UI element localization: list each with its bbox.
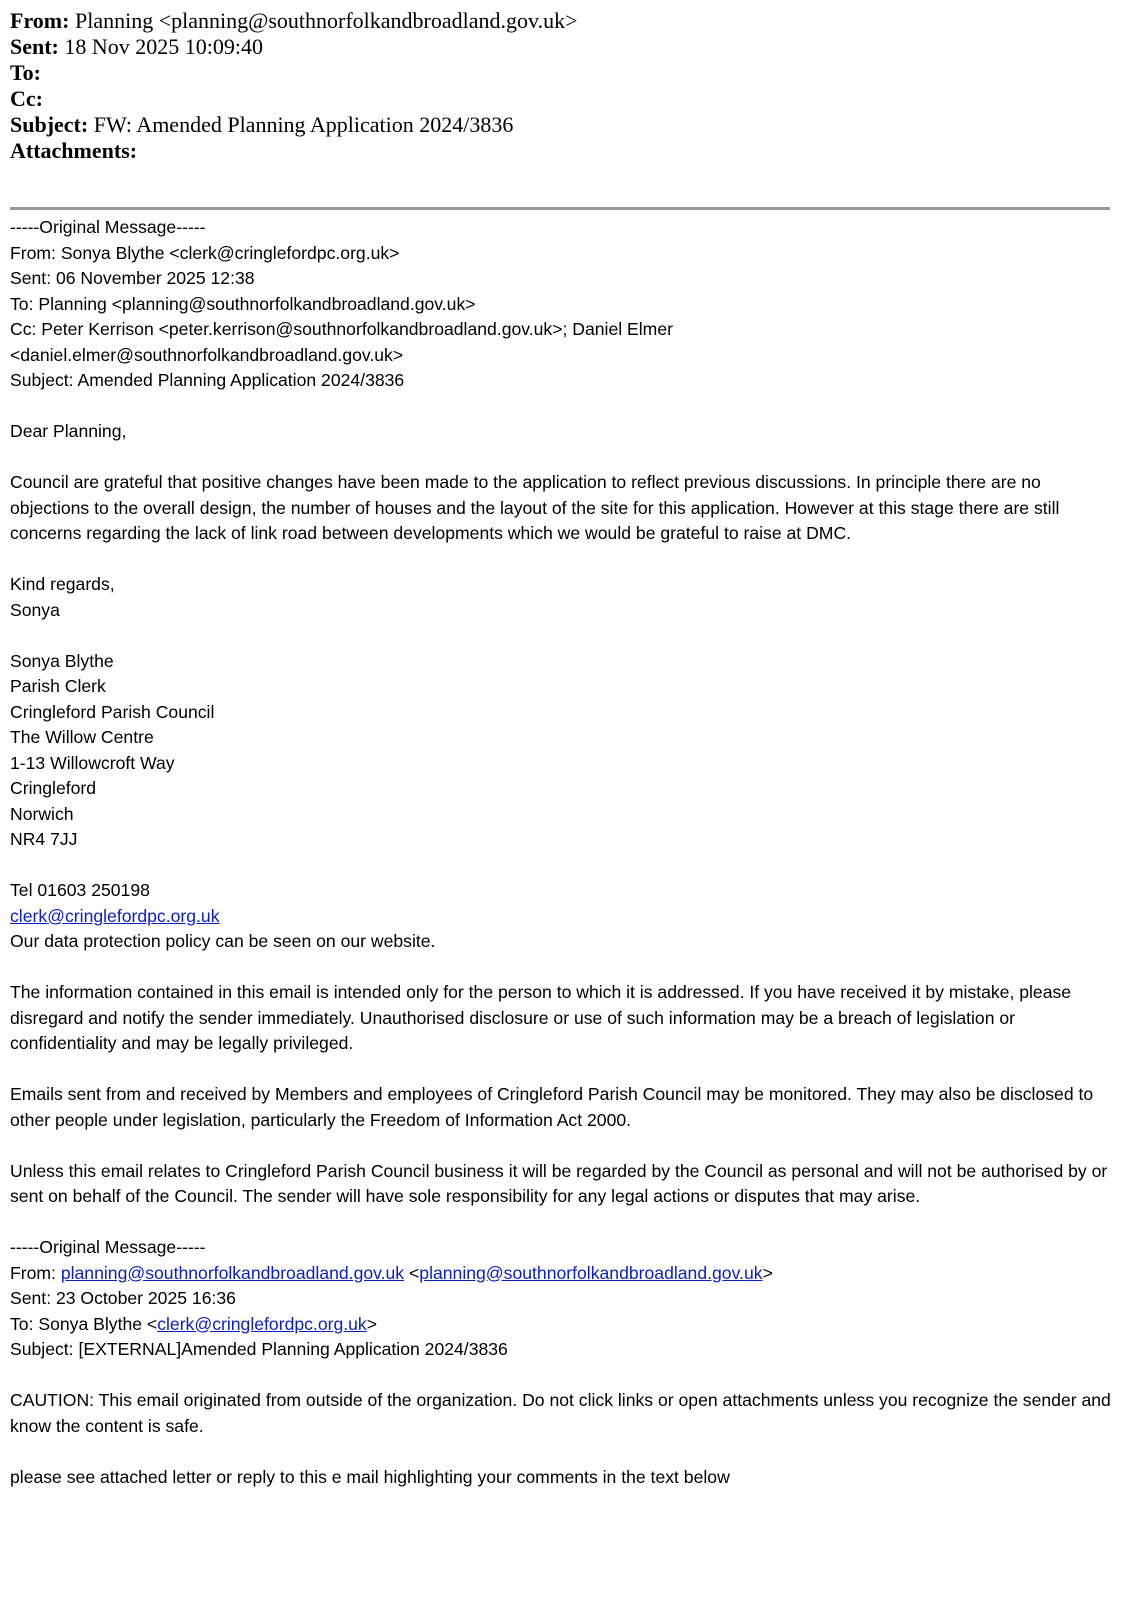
- header-subject-label: Subject:: [10, 112, 89, 137]
- message1-cc-line1: Cc: Peter Kerrison <peter.kerrison@southnorfolkandbroadland.gov.uk>; Daniel Elmer: [10, 319, 673, 339]
- header-attachments: [10, 138, 1110, 164]
- message2-to-link[interactable]: clerk@cringlefordpc.org.uk: [157, 1313, 367, 1334]
- disclaimer-paragraph: Unless this email relates to Cringleford Parish Council business it will be regarded by the Council as personal and will not be authorised by or sent on behalf of the Council. The sender will have sole responsibility for any legal actions or disputes that may arise.: [10, 1160, 1108, 1206]
- spacer: [10, 1057, 1115, 1083]
- spacer: [10, 445, 1115, 471]
- original-message-divider: -----Original Message-----: [10, 217, 206, 237]
- caution-notice: CAUTION: This email originated from outside of the organization. Do not click links or open attachments unless you recognize the sender and know the content is safe.: [10, 1390, 1111, 1436]
- header-sent: [10, 34, 1110, 60]
- signature-line: Cringleford: [10, 778, 97, 798]
- spacer: [10, 955, 1115, 981]
- message2-from-close-bracket: >: [762, 1262, 773, 1283]
- spacer: [10, 1363, 1115, 1389]
- message2-from-link-bracketed[interactable]: planning@southnorfolkandbroadland.gov.uk: [419, 1262, 763, 1283]
- message1-signoff-name: Sonya: [10, 599, 60, 620]
- header-sent-label: Sent:: [10, 34, 59, 59]
- message1-signoff: Kind regards,: [10, 574, 115, 594]
- message2-from-prefix: From:: [10, 1262, 61, 1283]
- signature-line: NR4 7JJ: [10, 829, 78, 849]
- message1-body-paragraph: Council are grateful that positive changes have been made to the application to reflect previous discussions. In principle there are no objections to the overall design, the number of houses and the layout of the site for this application. However at this stage there are still concerns regarding the lack of link road between developments which we would be grateful to raise at DMC.: [10, 472, 1060, 543]
- message2-to: [10, 1312, 1115, 1338]
- email-body: [10, 215, 1115, 1490]
- email-header: [10, 8, 1110, 164]
- message1-subject: Subject: Amended Planning Application 2024/3836: [10, 370, 405, 390]
- spacer: [10, 623, 1115, 649]
- header-cc-label: Cc:: [10, 86, 43, 111]
- signature-email-link[interactable]: clerk@cringlefordpc.org.uk: [10, 905, 220, 926]
- header-from-value: Planning <planning@southnorfolkandbroadland.gov.uk>: [74, 8, 578, 33]
- message2-request: please see attached letter or reply to this e mail highlighting your comments in the text below: [10, 1466, 730, 1487]
- header-cc: [10, 86, 1110, 112]
- message1-cc-line2: <daniel.elmer@southnorfolkandbroadland.gov.uk>: [10, 344, 404, 365]
- spacer: [10, 394, 1115, 420]
- message1-greeting: Dear Planning,: [10, 421, 127, 441]
- signature-line: Norwich: [10, 803, 74, 824]
- header-from: [10, 8, 1110, 34]
- spacer: [10, 853, 1115, 879]
- header-to-label: To:: [10, 60, 41, 85]
- message1-from: From: Sonya Blythe <clerk@cringlefordpc.org.uk>: [10, 242, 400, 263]
- message2-from-open-bracket: <: [404, 1262, 420, 1283]
- signature-line: Sonya Blythe: [10, 650, 114, 671]
- header-attachments-label: Attachments:: [10, 138, 138, 163]
- disclaimer-paragraph: Emails sent from and received by Members and employees of Cringleford Parish Council may be monitored. They may also be disclosed to other people under legislation, particularly the Freedom of Information Act 2000.: [10, 1084, 1094, 1130]
- message2-subject: Subject: [EXTERNAL]Amended Planning Application 2024/3836: [10, 1339, 508, 1359]
- spacer: [10, 1439, 1115, 1465]
- signature-line: Cringleford Parish Council: [10, 701, 215, 722]
- message2-from: [10, 1261, 1115, 1287]
- data-protection-note: Our data protection policy can be seen on our website.: [10, 931, 436, 951]
- header-subject-value: FW: Amended Planning Application 2024/3836: [93, 112, 514, 137]
- header-to: [10, 60, 1110, 86]
- header-sent-value: 18 Nov 2025 10:09:40: [64, 34, 264, 59]
- message2-to-close-bracket: >: [366, 1313, 378, 1334]
- header-subject: [10, 112, 1110, 138]
- message1-sent: Sent: 06 November 2025 12:38: [10, 268, 255, 288]
- message2-from-link[interactable]: planning@southnorfolkandbroadland.gov.uk: [60, 1262, 405, 1283]
- signature-line: 1-13 Willowcroft Way: [10, 752, 175, 773]
- message2-sent: Sent: 23 October 2025 16:36: [10, 1288, 236, 1308]
- disclaimer-paragraph: The information contained in this email is intended only for the person to which it is addressed. If you have received it by mistake, please disregard and notify the sender immediately. Unauthorised disclosure or use of such information may be a breach of legislation or confidentiality and may be legally privileged.: [10, 982, 1072, 1053]
- header-from-label: From:: [10, 8, 70, 33]
- message1-to: To: Planning <planning@southnorfolkandbroadland.gov.uk>: [10, 293, 476, 314]
- spacer: [10, 1133, 1115, 1159]
- signature-email-row: [10, 904, 1115, 930]
- signature-line: The Willow Centre: [10, 727, 154, 747]
- spacer: [10, 547, 1115, 573]
- original-message-divider: -----Original Message-----: [10, 1237, 206, 1257]
- spacer: [10, 1210, 1115, 1236]
- header-divider: [10, 207, 1110, 210]
- signature-tel: Tel 01603 250198: [10, 880, 150, 900]
- message2-to-prefix: To: Sonya Blythe <: [10, 1313, 158, 1334]
- signature-line: Parish Clerk: [10, 676, 106, 696]
